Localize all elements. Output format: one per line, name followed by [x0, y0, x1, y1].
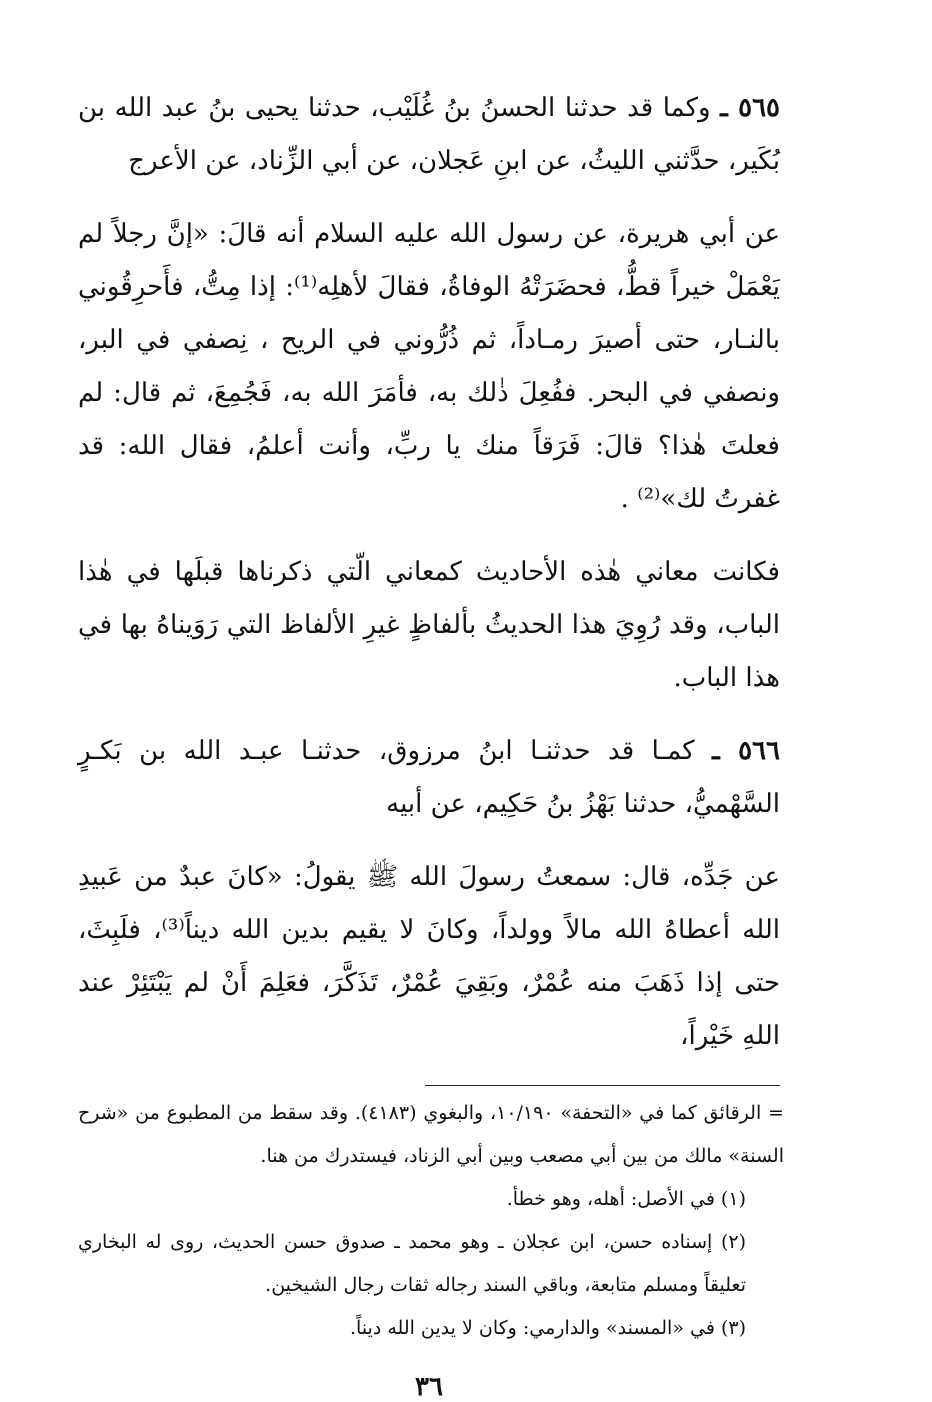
- hadith-566-number: ٥٦٦ ـ: [712, 736, 780, 766]
- hadith-566-matn: عن جَدِّه، قال: سمعتُ رسولَ الله ﷺ يقولُ: «كانَ عبدٌ من عَبيدِ الله أعطاهُ الله مالاً وولداً، وكانَ لا يقيم بدين الله ديناً⁽³⁾، فلَبِثَ، حتى إذا ذَهَبَ منه عُمْرٌ، وبَقِيَ عُمْرٌ، تَذَكَّرَ، فعَلِمَ أَنْ لم يَبْتَئِرْ عند اللهِ خَيْراً،: [78, 862, 780, 1051]
- hadith-565-isnad: [78, 82, 780, 188]
- hadith-565-isnad-text: وكما قد حدثنا الحسنُ بنُ غُلَيْب، حدثنا يحيى بنُ عبد الله بن بُكَير، حدَّثني الليثُ، عن ابنِ عَجلان، عن أبي الزِّناد، عن الأعرج: [78, 93, 780, 176]
- footnote-continuation: = الرقائق كما في «التحفة» ١٠/١٩٠، والبغوي (٤١٨٣). وقد سقط من المطبوع من «شرح السنة» مالك من بين أبي مصعب وبين أبي الزناد، فيستدرك من هنا.: [78, 1102, 784, 1167]
- footnote-2: (٢) إسناده حسن، ابن عجلان ـ وهو محمد ـ صدوق حسن الحديث، روى له البخاري تعليقاً ومسلم متابعة، وباقي السند رجاله ثقات رجال الشيخين.: [78, 1231, 746, 1296]
- hadith-565-number: ٥٦٥ ـ: [720, 93, 781, 123]
- hadith-565-matn: عن أبي هريرة، عن رسول الله عليه السلام أنه قالَ: «إنَّ رجلاً لم يَعْمَلْ خيراً قطُّ، فحضَرَتْهُ الوفاةُ، فقالَ لأهلِه⁽¹⁾: إذا مِتُّ، فأَحرِقُوني بالنـار، حتى أصيرَ رمـاداً، ثم ذُرُّوني في الريح ، نِصفي في البر، ونصفي في البحر. ففُعِلَ ذٰلك به، فأمَرَ الله به، فَجُمِعَ، ثم قال: لم فعلتَ هٰذا؟ قالَ: فَرَقاً منك يا ربِّ، وأنت أعلمُ، فقال الله: قد غفرتُ لك»⁽²⁾ .: [78, 219, 780, 514]
- footnotes: [78, 1092, 784, 1350]
- hadith-566-isnad-text: كمـا قد حدثنـا ابنُ مرزوق، حدثنـا عبـد الله بن بَكـرٍ السَّهْميُّ، حدثنا بَهْزُ بنُ حَكِيم، عن أبيه: [78, 736, 780, 819]
- book-page: [78, 82, 784, 1402]
- footnote-1: (١) في الأصل: أهله، وهو خطأ.: [506, 1188, 746, 1210]
- hadith-566-isnad: [78, 725, 780, 831]
- footnote-3: (٣) في «المسند» والدارمي: وكان لا يدين الله ديناً.: [350, 1317, 746, 1339]
- page-number: ٣٦: [415, 1372, 443, 1402]
- commentary-paragraph: فكانت معاني هٰذه الأحاديث كمعاني الّتي ذكرناها قبلَها في هٰذا الباب، وقد رُوِيَ هذا الحديثُ بألفاظٍ غيرِ الألفاظ التي رَوَيناهُ بها في هذا الباب.: [78, 557, 780, 693]
- footnote-divider: [425, 1085, 780, 1086]
